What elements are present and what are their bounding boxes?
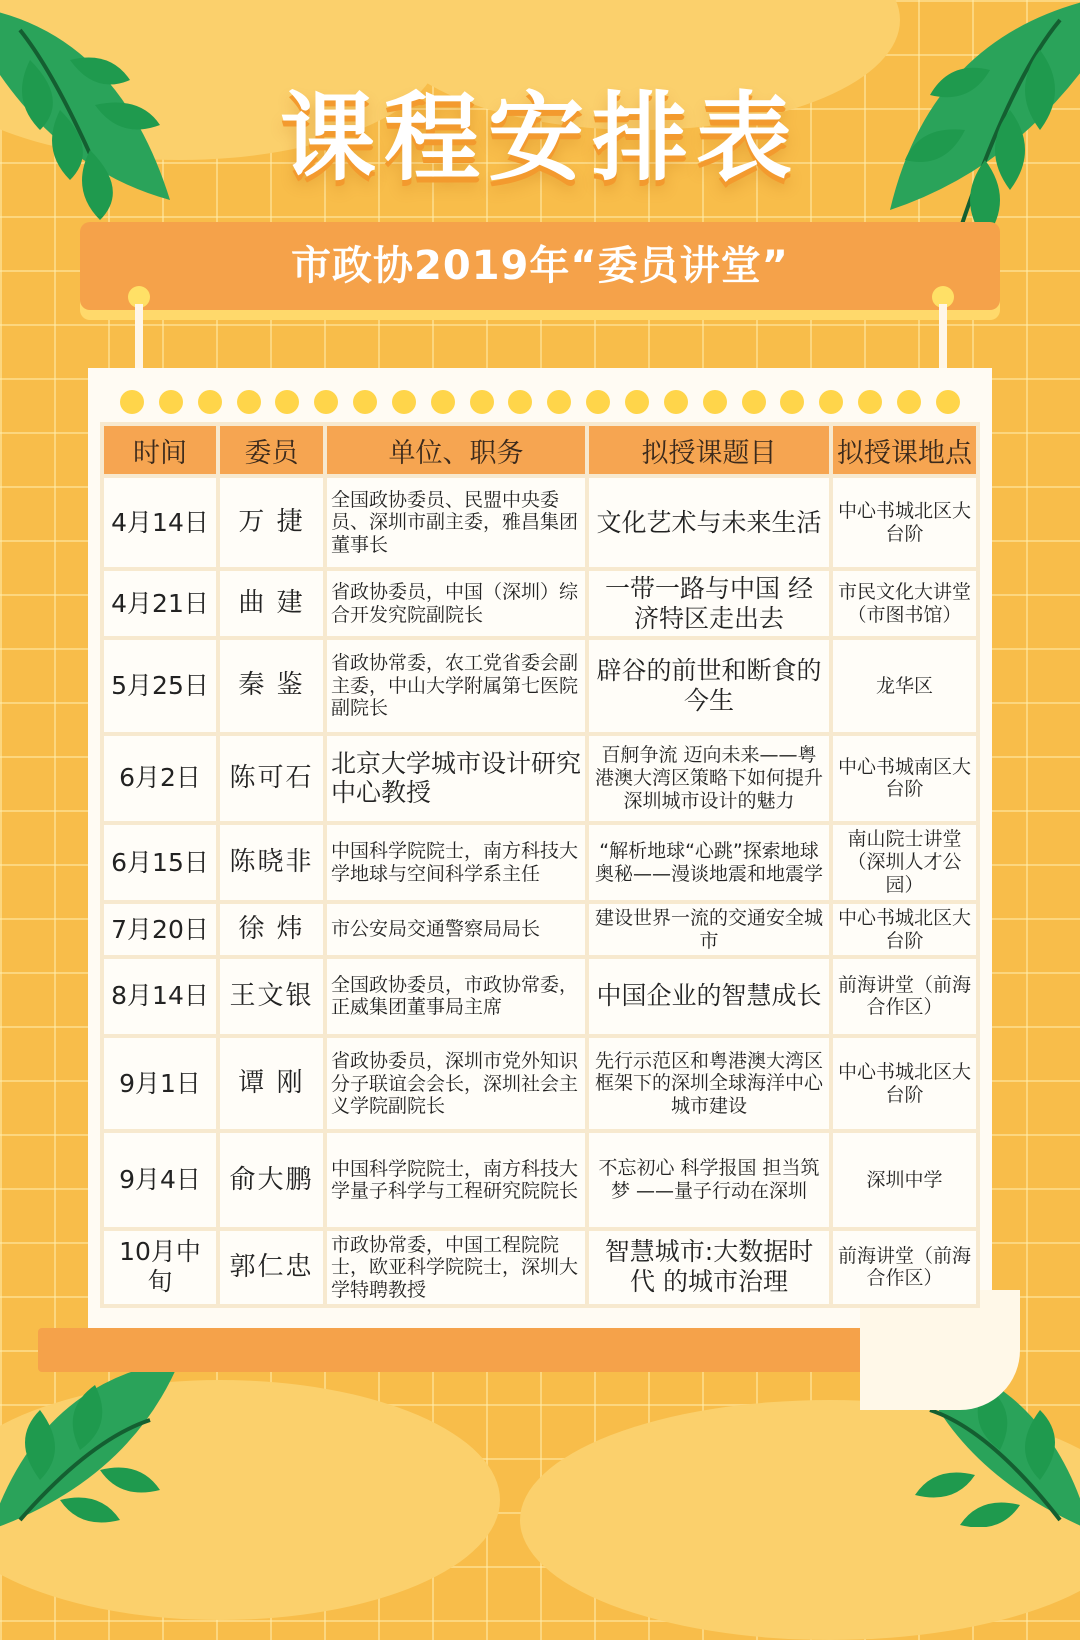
position-cell: 全国政协委员，市政协常委，正威集团董事局主席 bbox=[327, 959, 585, 1034]
location-cell: 中心书城北区大台阶 bbox=[833, 904, 976, 955]
date-cell: 6月15日 bbox=[104, 825, 216, 900]
subtitle-banner: 市政协2019年“委员讲堂” bbox=[80, 222, 1000, 310]
member-cell: 俞大鹏 bbox=[220, 1133, 323, 1226]
date-cell: 7月20日 bbox=[104, 904, 216, 955]
date-cell: 8月14日 bbox=[104, 959, 216, 1034]
table-row bbox=[104, 1133, 976, 1226]
paper-curl-end bbox=[860, 1290, 1020, 1410]
position-cell: 省政协委员，中国（深圳）综合开发究院副院长 bbox=[327, 571, 585, 636]
table-row bbox=[104, 904, 976, 955]
position-cell: 市政协常委，中国工程院院士，欧亚科学院院士，深圳大学特聘教授 bbox=[327, 1231, 585, 1304]
topic-cell: 先行示范区和粤港澳大湾区框架下的深圳全球海洋中心城市建设 bbox=[589, 1038, 829, 1129]
table-row bbox=[104, 959, 976, 1034]
position-cell: 省政协常委，农工党省委会副主委，中山大学附属第七医院副院长 bbox=[327, 640, 585, 731]
table-row bbox=[104, 640, 976, 731]
background-hill bbox=[520, 1400, 1080, 1640]
header-position: 单位、职务 bbox=[327, 426, 585, 474]
topic-cell: 一带一路与中国 经济特区走出去 bbox=[589, 571, 829, 636]
table-row bbox=[104, 825, 976, 900]
background-hill bbox=[0, 1380, 500, 1620]
location-cell: 深圳中学 bbox=[833, 1133, 976, 1226]
page-title: 课程安排表 bbox=[280, 82, 800, 194]
topic-cell: “解析地球“心跳”探索地球奥秘——漫谈地震和地震学 bbox=[589, 825, 829, 900]
date-cell: 9月4日 bbox=[104, 1133, 216, 1226]
position-cell: 北京大学城市设计研究中心教授 bbox=[327, 736, 585, 821]
member-cell: 郭仁忠 bbox=[220, 1231, 323, 1304]
table-row bbox=[104, 478, 976, 567]
topic-cell: 文化艺术与未来生活 bbox=[589, 478, 829, 567]
position-cell: 省政协委员，深圳市党外知识分子联谊会会长，深圳社会主义学院副院长 bbox=[327, 1038, 585, 1129]
member-cell: 曲 建 bbox=[220, 571, 323, 636]
member-cell: 王文银 bbox=[220, 959, 323, 1034]
paper-curl bbox=[38, 1328, 898, 1372]
position-cell: 市公安局交通警察局局长 bbox=[327, 904, 585, 955]
binder-rings bbox=[120, 390, 960, 416]
position-cell: 中国科学院院士，南方科技大学量子科学与工程研究院院长 bbox=[327, 1133, 585, 1226]
topic-cell: 智慧城市:大数据时代 的城市治理 bbox=[589, 1231, 829, 1304]
location-cell: 龙华区 bbox=[833, 640, 976, 731]
schedule-table bbox=[100, 422, 980, 1308]
header-member: 委员 bbox=[220, 426, 323, 474]
header-topic: 拟授课题目 bbox=[589, 426, 829, 474]
member-cell: 谭 刚 bbox=[220, 1038, 323, 1129]
member-cell: 秦 鉴 bbox=[220, 640, 323, 731]
date-cell: 4月21日 bbox=[104, 571, 216, 636]
location-cell: 市民文化大讲堂（市图书馆） bbox=[833, 571, 976, 636]
topic-cell: 百舸争流 迈向未来——粤港澳大湾区策略下如何提升深圳城市设计的魅力 bbox=[589, 736, 829, 821]
topic-cell: 辟谷的前世和断食的今生 bbox=[589, 640, 829, 731]
date-cell: 4月14日 bbox=[104, 478, 216, 567]
topic-cell: 建设世界一流的交通安全城市 bbox=[589, 904, 829, 955]
date-cell: 10月中旬 bbox=[104, 1231, 216, 1304]
table-header-row bbox=[104, 426, 976, 474]
member-cell: 陈可石 bbox=[220, 736, 323, 821]
header-location: 拟授课地点 bbox=[833, 426, 976, 474]
position-cell: 全国政协委员、民盟中央委员、深圳市副主委，雅昌集团董事长 bbox=[327, 478, 585, 567]
location-cell: 中心书城南区大台阶 bbox=[833, 736, 976, 821]
location-cell: 中心书城北区大台阶 bbox=[833, 1038, 976, 1129]
topic-cell: 中国企业的智慧成长 bbox=[589, 959, 829, 1034]
member-cell: 万 捷 bbox=[220, 478, 323, 567]
member-cell: 陈晓非 bbox=[220, 825, 323, 900]
table-row bbox=[104, 736, 976, 821]
date-cell: 9月1日 bbox=[104, 1038, 216, 1129]
table-row bbox=[104, 1038, 976, 1129]
header-time: 时间 bbox=[104, 426, 216, 474]
location-cell: 南山院士讲堂（深圳人才公园） bbox=[833, 825, 976, 900]
position-cell: 中国科学院院士，南方科技大学地球与空间科学系主任 bbox=[327, 825, 585, 900]
location-cell: 前海讲堂（前海合作区） bbox=[833, 959, 976, 1034]
topic-cell: 不忘初心 科学报国 担当筑梦 ——量子行动在深圳 bbox=[589, 1133, 829, 1226]
location-cell: 中心书城北区大台阶 bbox=[833, 478, 976, 567]
date-cell: 5月25日 bbox=[104, 640, 216, 731]
table-row bbox=[104, 1231, 976, 1304]
location-cell: 前海讲堂（前海合作区） bbox=[833, 1231, 976, 1304]
table-row bbox=[104, 571, 976, 636]
member-cell: 徐 炜 bbox=[220, 904, 323, 955]
date-cell: 6月2日 bbox=[104, 736, 216, 821]
